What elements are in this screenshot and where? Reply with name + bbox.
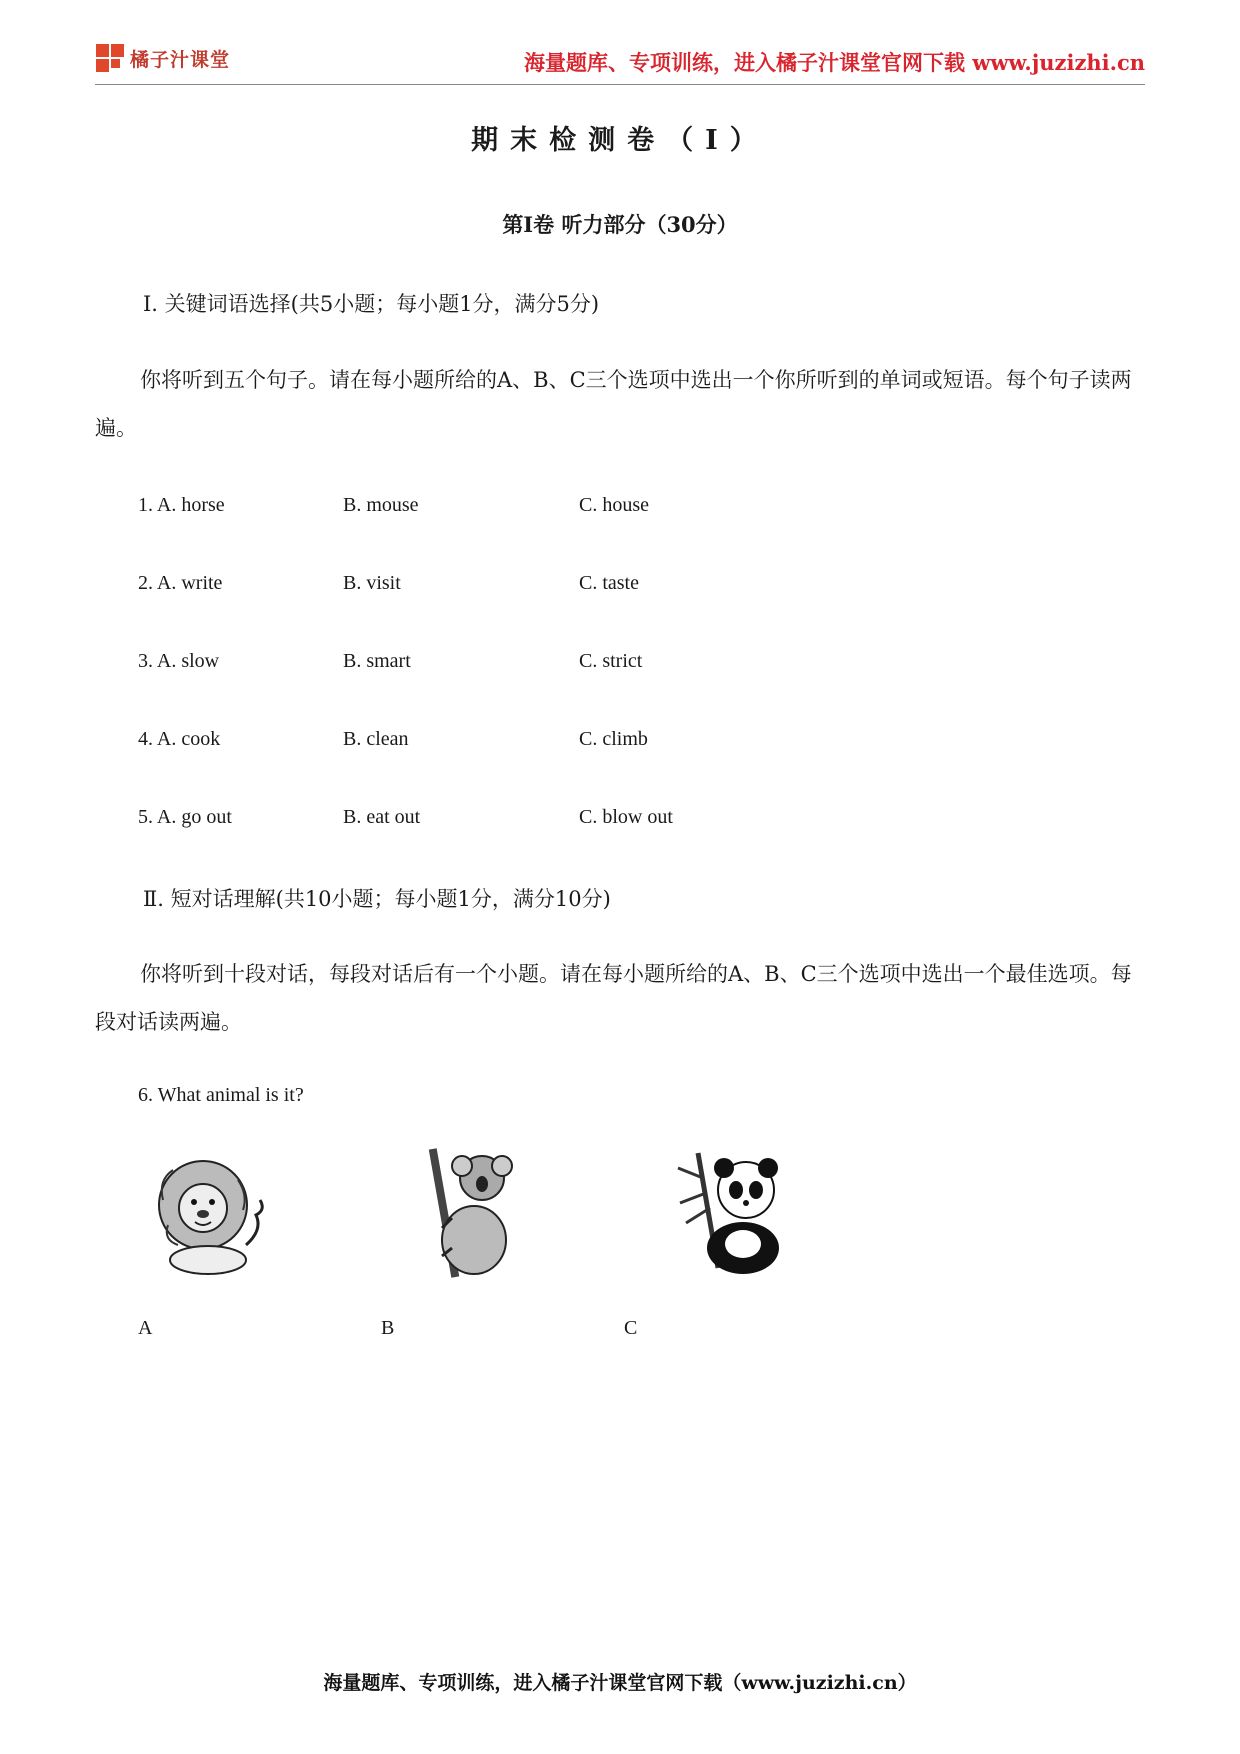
page-title: 期末检测卷（Ⅰ） — [471, 125, 769, 156]
brand-logo[interactable] — [96, 40, 236, 76]
q2-option-b: B. visit — [343, 572, 401, 594]
header-divider — [95, 84, 1145, 85]
q3-option-c: C. strict — [579, 650, 643, 672]
q2-option-a: 2. A. write — [138, 572, 223, 594]
panda-icon — [668, 1148, 798, 1278]
logo-icon — [96, 44, 124, 72]
part-subtitle: 第Ⅰ卷 听力部分（30分） — [502, 212, 738, 237]
q3-option-a: 3. A. slow — [138, 650, 220, 672]
q1-option-a: 1. A. horse — [138, 494, 225, 516]
header-slogan[interactable]: 海量题库、专项训练，进入橘子汁课堂官网下载 www.juzizhi.cn — [523, 50, 1145, 75]
q1-option-c: C. house — [579, 494, 649, 516]
q5-option-b: B. eat out — [343, 806, 421, 828]
footer-slogan[interactable]: 海量题库、专项训练，进入橘子汁课堂官网下载（www.juzizhi.cn） — [323, 1672, 917, 1694]
q4-option-b: B. clean — [343, 728, 409, 750]
q3-option-b: B. smart — [343, 650, 411, 672]
q6-option-b-label: B — [381, 1317, 395, 1339]
section1-instruction: 你将听到五个句子。请在每小题所给的A、B、C三个选项中选出一个你所听到的单词或短语。每个句子读两遍。 — [95, 368, 1132, 440]
q4-option-c: C. climb — [579, 728, 648, 750]
q6-question: 6. What animal is it? — [138, 1084, 304, 1106]
section1-heading: Ⅰ. 关键词语选择(共5小题；每小题1分，满分5分) — [143, 292, 600, 316]
q4-option-a: 4. A. cook — [138, 728, 221, 750]
lion-icon — [148, 1150, 278, 1280]
section2-instruction: 你将听到十段对话，每段对话后有一个小题。请在每小题所给的A、B、C三个选项中选出一个最佳选项。每段对话读两遍。 — [95, 962, 1132, 1034]
q5-option-a: 5. A. go out — [138, 806, 232, 828]
q1-option-b: B. mouse — [343, 494, 419, 516]
q5-option-c: C. blow out — [579, 806, 673, 828]
section2-heading: Ⅱ. 短对话理解(共10小题；每小题1分，满分10分) — [143, 887, 611, 911]
koala-icon — [412, 1148, 542, 1278]
q6-option-a-label: A — [138, 1317, 153, 1339]
logo-text: 橘子汁课堂 — [130, 48, 231, 71]
q2-option-c: C. taste — [579, 572, 639, 594]
q6-option-c-label: C — [624, 1317, 638, 1339]
